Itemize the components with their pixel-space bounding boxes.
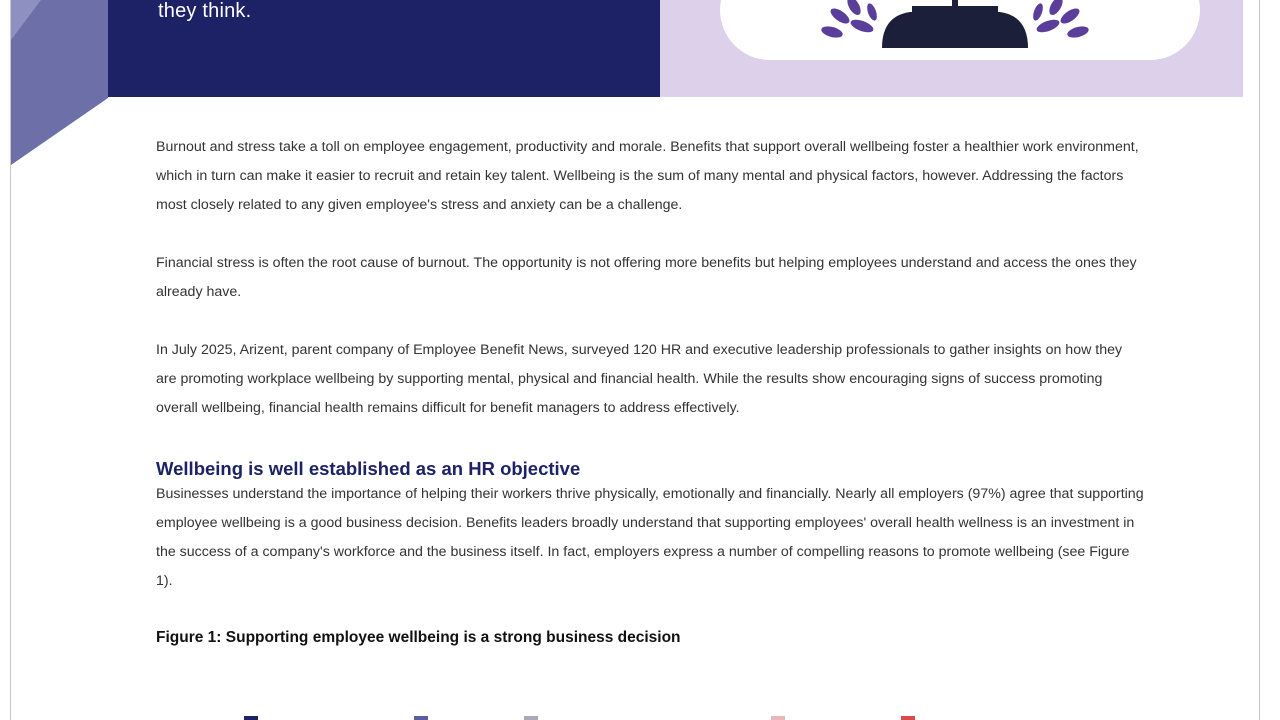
paragraph: Burnout and stress take a toll on employee engagement, productivity and morale. Benefits that support overall wellbeing foster a healthier work environment, which in turn can make it easier to recruit and retain key talent. Wellbeing is the sum of many mental and physical factors, however. Addressing the factors most closely related to any given employee's stress and anxiety can be a challenge.: [156, 139, 1139, 213]
figure-legend-strip: [156, 712, 956, 720]
legend-swatch: [771, 716, 785, 720]
trophy-with-laurels-icon: [810, 0, 1100, 54]
paragraph: Businesses understand the importance of helping their workers thrive physically, emotionally and financially. Nearly all employers (97%) agree that supporting employee wellbeing is a good business decision. Benefits leaders broadly understand that supporting employees' overall health wellness is an investment in the success of a company's workforce and the business itself. In fact, employers express a number of compelling reasons to promote wellbeing (see Figure 1).: [156, 486, 1144, 589]
header-banner: [108, 0, 660, 97]
article-body: [156, 133, 1146, 650]
banner-text: they think.: [158, 0, 252, 22]
corner-decoration: [11, 0, 108, 170]
legend-swatch: [414, 716, 428, 720]
document-page: [10, 0, 1260, 720]
figure-caption: Figure 1: Supporting employee wellbeing is a strong business decision: [156, 629, 681, 646]
paragraph: Financial stress is often the root cause of burnout. The opportunity is not offering more benefits but helping employees understand and access the ones they already have.: [156, 255, 1137, 300]
legend-swatch: [901, 716, 915, 720]
legend-swatch: [524, 716, 538, 720]
legend-swatch: [244, 716, 258, 720]
paragraph: In July 2025, Arizent, parent company of Employee Benefit News, surveyed 120 HR and executive leadership professionals to gather insights on how they are promoting workplace wellbeing by supporting mental, physical and financial health. While the results show encouraging signs of success promoting overall wellbeing, financial health remains difficult for benefit managers to address effectively.: [156, 342, 1123, 416]
illustration-panel: [660, 0, 1243, 97]
section-heading: Wellbeing is well established as an HR objective: [156, 458, 581, 479]
